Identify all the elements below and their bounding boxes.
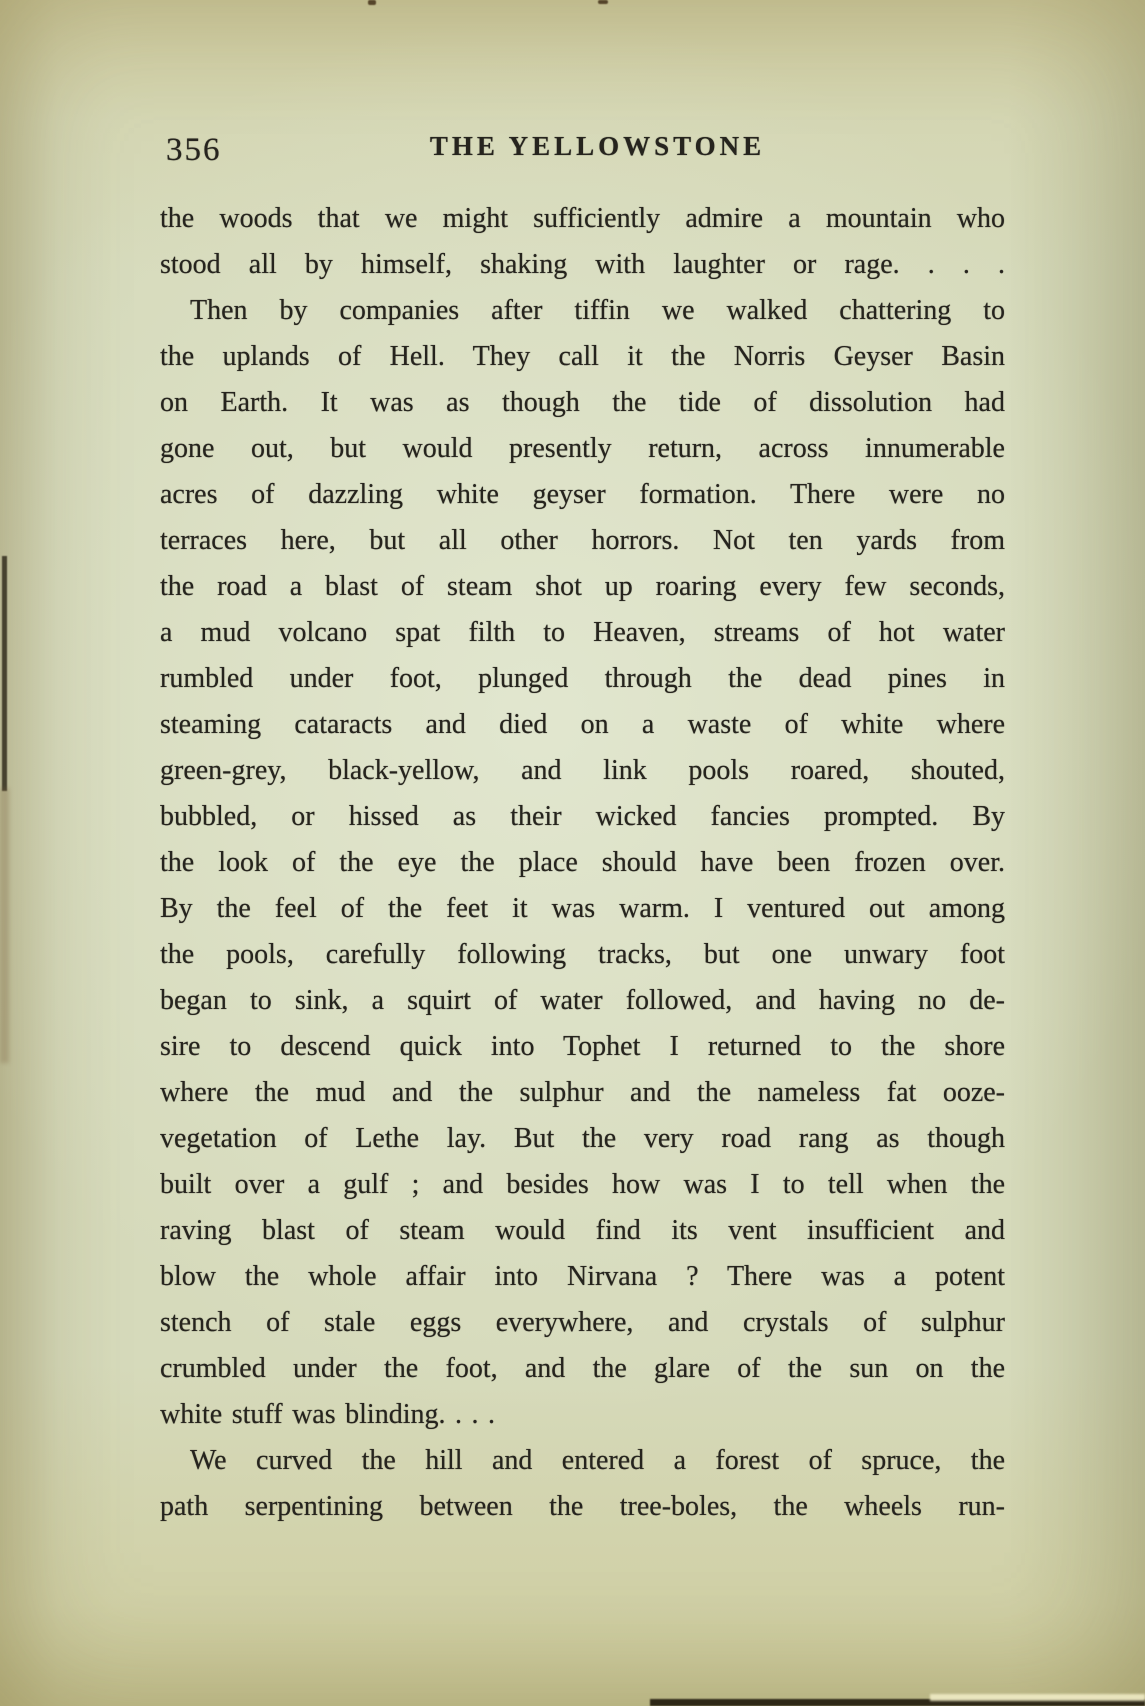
text-line: rumbled under foot, plunged through the dead pines in bbox=[160, 663, 1005, 694]
text-line: We curved the hill and entered a forest of spruce, the bbox=[190, 1445, 1005, 1476]
text-line: the uplands of Hell. They call it the Norris Geyser Basin bbox=[160, 341, 1005, 372]
text-line: on Earth. It was as though the tide of dissolution had bbox=[160, 387, 1005, 418]
text-line: the pools, carefully following tracks, but one unwary foot bbox=[160, 939, 1005, 970]
scan-artifact-speck bbox=[368, 0, 376, 5]
text-line: a mud volcano spat filth to Heaven, streams of hot water bbox=[160, 617, 1005, 648]
text-line: the road a blast of steam shot up roaring every few seconds, bbox=[160, 571, 1005, 602]
running-title: THE YELLOWSTONE bbox=[429, 131, 766, 161]
body-text bbox=[160, 196, 1005, 1530]
text-line: began to sink, a squirt of water followed, and having no de- bbox=[160, 985, 1005, 1016]
text-line: raving blast of steam would find its vent insufficient and bbox=[160, 1215, 1005, 1246]
scan-artifact-left-edge-smudge bbox=[0, 788, 9, 1063]
text-line: white stuff was blinding. . . . bbox=[160, 1399, 496, 1430]
text-line: built over a gulf ; and besides how was I to tell when the bbox=[160, 1169, 1005, 1200]
text-line: path serpentining between the tree-boles, the wheels run- bbox=[160, 1491, 1005, 1522]
text-line: Then by companies after tiffin we walked chattering to bbox=[190, 295, 1005, 326]
scan-artifact-speck bbox=[598, 0, 608, 4]
text-line: the look of the eye the place should have been frozen over. bbox=[160, 847, 1005, 878]
text-line: steaming cataracts and died on a waste of white where bbox=[160, 709, 1005, 740]
text-line: vegetation of Lethe lay. But the very road rang as though bbox=[160, 1123, 1005, 1154]
text-line: the woods that we might sufficiently admire a mountain who bbox=[160, 203, 1005, 234]
text-line: sire to descend quick into Tophet I returned to the shore bbox=[160, 1031, 1005, 1062]
text-line: gone out, but would presently return, across innumerable bbox=[160, 433, 1005, 464]
text-line: where the mud and the sulphur and the nameless fat ooze- bbox=[160, 1077, 1005, 1108]
scan-artifact-bottom-highlight bbox=[930, 1694, 1145, 1701]
text-line: acres of dazzling white geyser formation. There were no bbox=[160, 479, 1005, 510]
text-line: green-grey, black-yellow, and link pools roared, shouted, bbox=[160, 755, 1005, 786]
text-line: By the feel of the feet it was warm. I ventured out among bbox=[160, 893, 1005, 924]
text-line: stood all by himself, shaking with laughter or rage. . . . bbox=[160, 249, 1005, 280]
text-line: stench of stale eggs everywhere, and crystals of sulphur bbox=[160, 1307, 1005, 1338]
page-number: 356 bbox=[166, 132, 222, 168]
scan-artifact-left-edge-line bbox=[2, 556, 7, 791]
text-line: terraces here, but all other horrors. Not ten yards from bbox=[160, 525, 1005, 556]
text-line: bubbled, or hissed as their wicked fancies prompted. By bbox=[160, 801, 1005, 832]
text-line: crumbled under the foot, and the glare of the sun on the bbox=[160, 1353, 1005, 1384]
text-line: blow the whole affair into Nirvana ? There was a potent bbox=[160, 1261, 1005, 1292]
